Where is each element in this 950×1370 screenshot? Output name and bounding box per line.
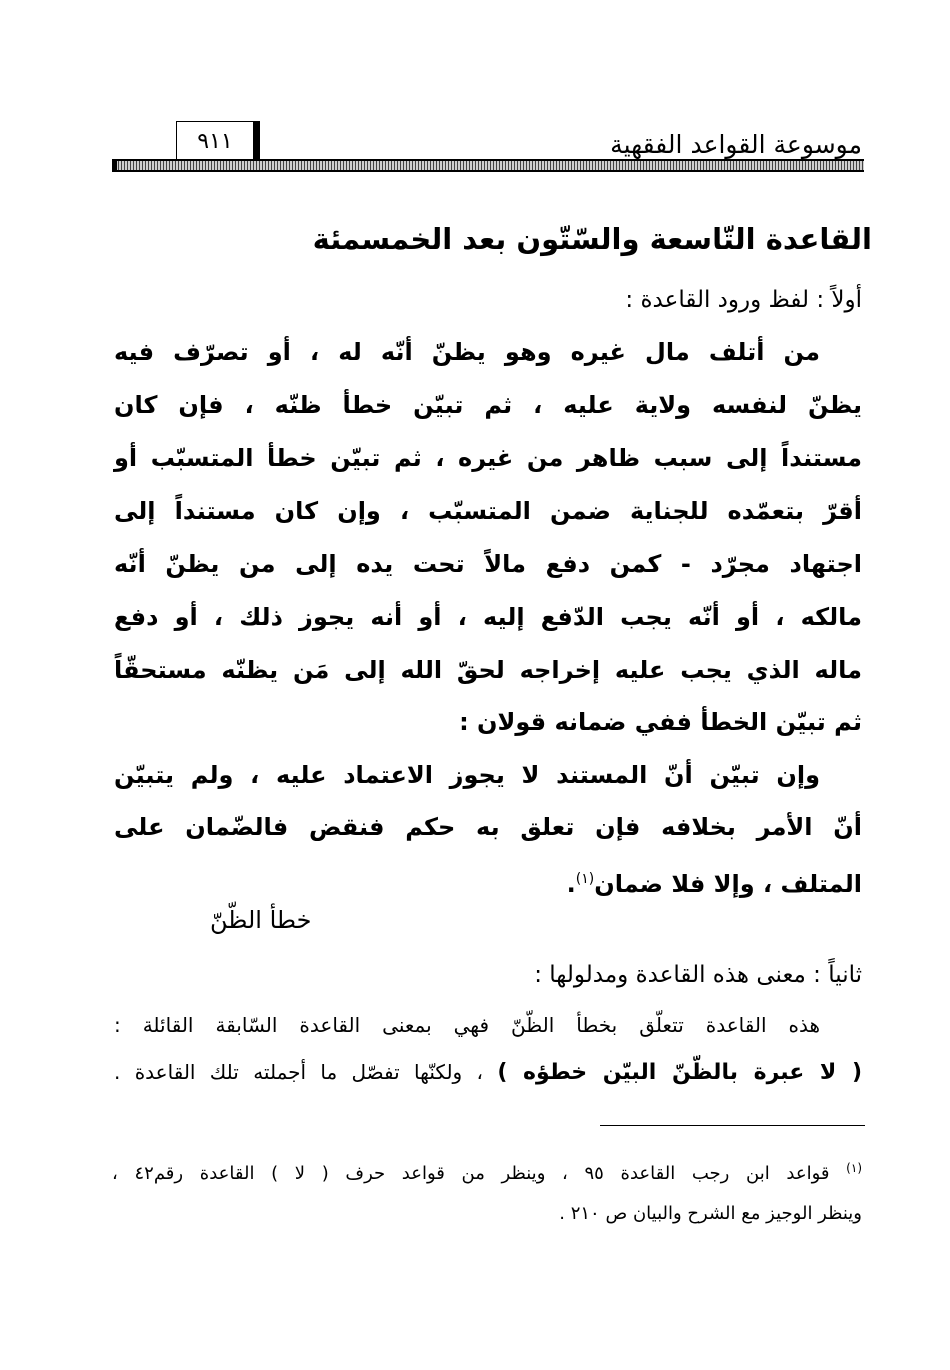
footnote-line <box>112 1150 862 1192</box>
text-line: يظنّ لنفسه ولاية عليه ، ثم تبيّن خطأ ظنّه ، فإن كان <box>114 391 862 419</box>
text-line: أنّ الأمر بخلافه فإن تعلق به حكم فنقض فالضّمان على <box>114 813 862 841</box>
footnote-reference: (١) <box>575 871 595 887</box>
text-line: أقرّ بتعمّده للجناية ضمن المتسبّب ، وإن كان مستنداً إلى <box>114 497 862 525</box>
header-rule-end-cap <box>112 159 117 172</box>
text-line <box>114 1052 862 1093</box>
section-heading-wording: أولاً : لفظ ورود القاعدة : <box>625 287 862 313</box>
running-title: موسوعة القواعد الفقهية <box>610 130 862 159</box>
text-fragment: ، ولكنّها تفصّل ما أجملته تلك القاعدة . <box>114 1060 483 1084</box>
quoted-rule: ( لا عبرة بالظّنّ البيّن خطؤه ) <box>497 1060 863 1085</box>
text-line: اجتهاد مجرّد - كمن دفع مالاً تحت يده إلى من يظنّ أنّه <box>114 550 862 578</box>
text-line: ثم تبيّن الخطأ ففي ضمانه قولان : <box>459 708 862 736</box>
text-line: هذه القاعدة تتعلّق بخطأ الظّنّ فهي بمعنى القاعدة السّابقة القائلة : <box>114 1013 820 1037</box>
sentence-end: . <box>566 870 576 898</box>
footnote-text: قواعد ابن رجب القاعدة ٩٥ ، وينظر من قواعد حرف ( لا ) القاعدة رقم٤٢ ، <box>112 1163 830 1184</box>
section-heading-meaning: ثانياً : معنى هذه القاعدة ومدلولها : <box>534 962 862 988</box>
footnote-separator <box>600 1125 865 1126</box>
text-line-with-footnote <box>114 857 862 906</box>
rule-title: القاعدة التّاسعة والسّتّون بعد الخمسمئة <box>312 222 872 256</box>
text-line: مالكه ، أو أنّه يجب الدّفع إليه ، أو أنه يجوز ذلك ، أو دفع <box>114 603 862 631</box>
text-line: من أتلف مال غيره وهو يظنّ أنّه له ، أو تصرّف فيه <box>114 338 820 366</box>
sub-heading: خطأ الظّنّ <box>210 906 312 934</box>
page-number-box <box>176 121 260 161</box>
text-line: ماله الذي يجب عليه إخراجه لحقّ الله إلى مَن يظنّه مستحقّاً <box>114 656 862 684</box>
page-number: ٩١١ <box>197 128 233 154</box>
footnote-mark: (١) <box>846 1161 862 1175</box>
text-line: وإن تبيّن أنّ المستند لا يجوز الاعتماد عليه ، ولم يتبيّن <box>114 761 820 789</box>
text-line: مستنداً إلى سبب ظاهر من غيره ، ثم تبيّن خطأ المتسبّب أو <box>114 444 862 472</box>
text-fragment: المتلف ، وإلا فلا ضمان <box>594 870 862 898</box>
header-rule <box>112 159 864 172</box>
footnote-line: وينظر الوجيز مع الشرح والبيان ص ٢١٠ . <box>559 1203 862 1224</box>
